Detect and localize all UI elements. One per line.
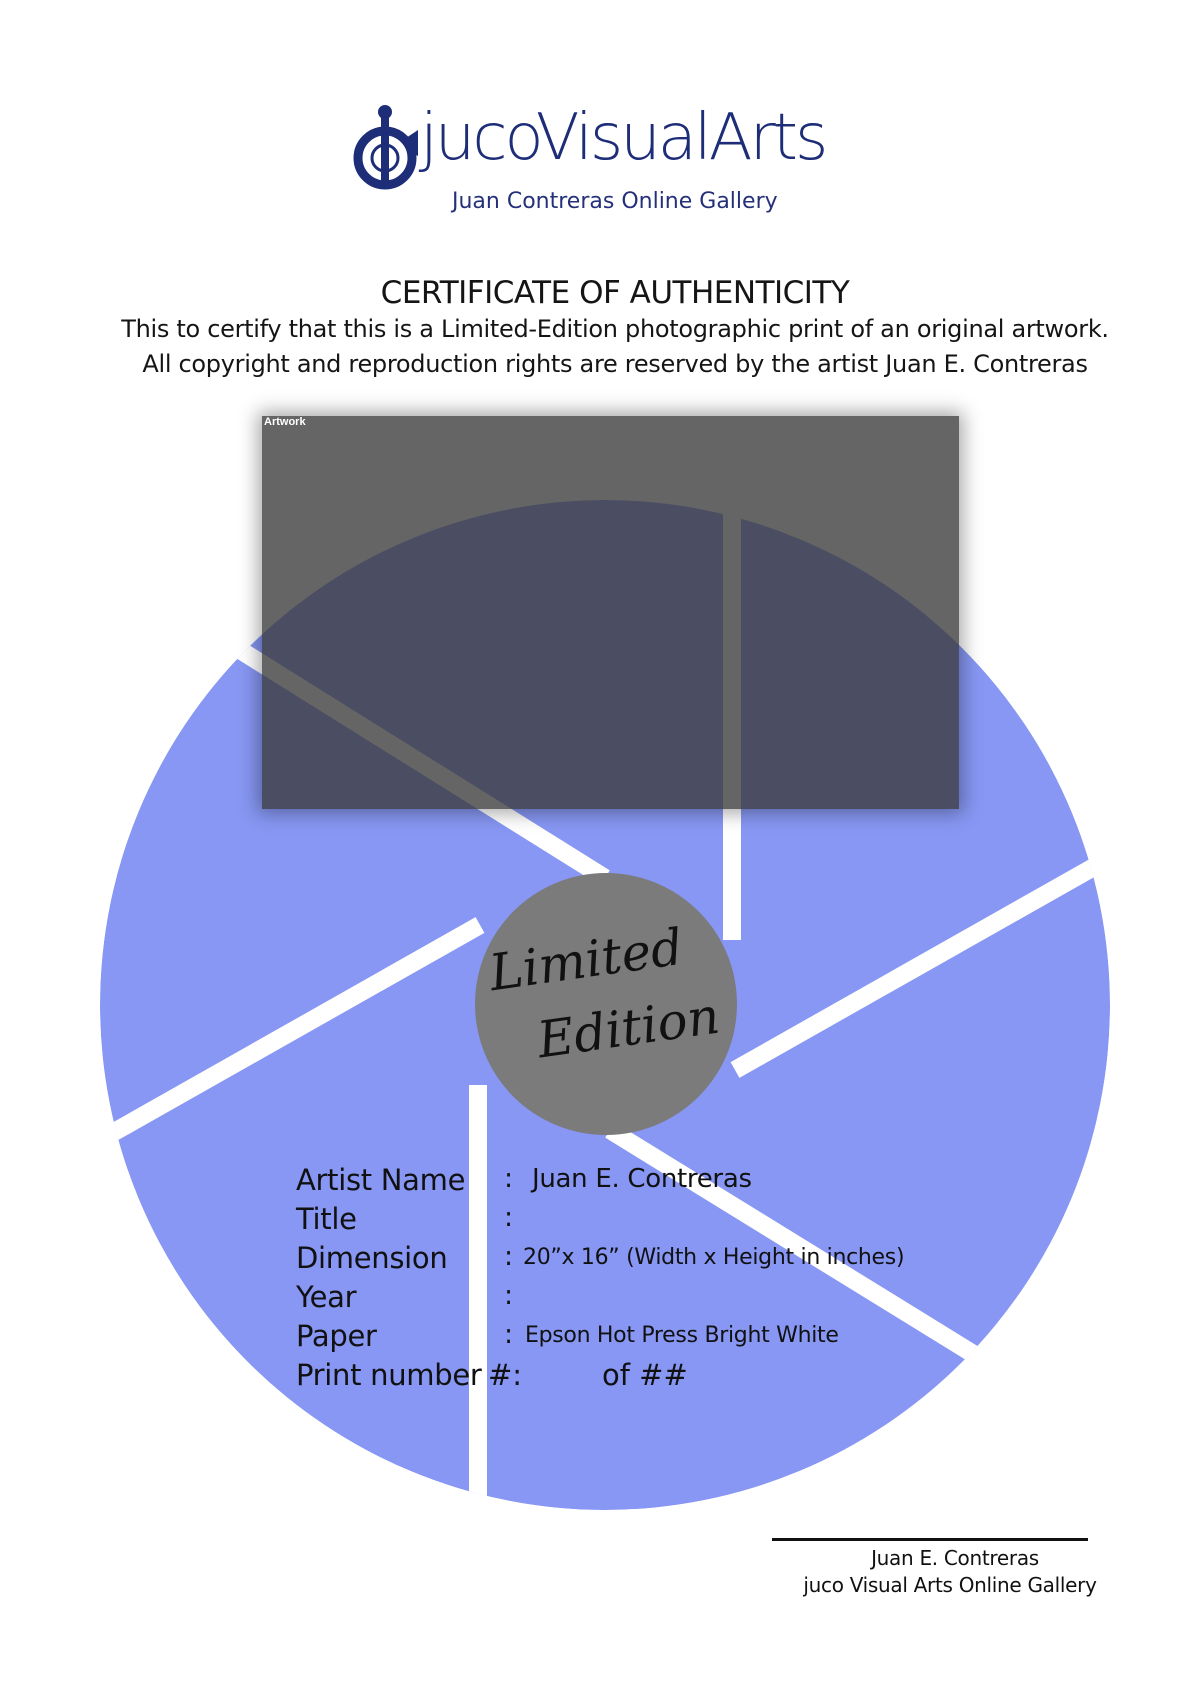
print-number-hash: #:	[488, 1358, 523, 1392]
camera-aperture-logo-icon	[350, 100, 420, 192]
dimension-label: Dimension	[296, 1241, 448, 1275]
seal-text-edition: Edition	[533, 986, 724, 1070]
artwork-placeholder	[262, 416, 959, 809]
print-number-of-total: of ##	[602, 1358, 688, 1392]
brand-tagline: Juan Contreras Online Gallery	[452, 189, 778, 214]
paper-value: Epson Hot Press Bright White	[525, 1323, 839, 1348]
artwork-label: Artwork	[264, 416, 306, 428]
brand-logo	[350, 100, 850, 220]
year-label: Year	[296, 1280, 357, 1314]
certificate-title: CERTIFICATE OF AUTHENTICITY	[380, 275, 850, 311]
signature-gallery: juco Visual Arts Online Gallery	[803, 1573, 1097, 1597]
print-number-label: Print number	[296, 1358, 482, 1392]
detail-colon: :	[504, 1319, 514, 1350]
signature-name: Juan E. Contreras	[871, 1546, 1039, 1570]
detail-row-print-number	[296, 1358, 996, 1396]
certificate-statement-line-2: All copyright and reproduction rights are reserved by the artist Juan E. Contreras	[142, 350, 1088, 378]
detail-colon: :	[504, 1163, 514, 1194]
detail-row-dimension	[296, 1241, 996, 1279]
detail-colon: :	[504, 1241, 514, 1272]
detail-row-paper	[296, 1319, 996, 1357]
paper-label: Paper	[296, 1319, 377, 1353]
detail-row-year	[296, 1280, 996, 1318]
detail-row-artist	[296, 1163, 996, 1201]
artist-name-label: Artist Name	[296, 1163, 466, 1197]
detail-colon: :	[504, 1280, 514, 1311]
certificate-statement-line-1: This to certify that this is a Limited-Edition photographic print of an original artwork.	[121, 315, 1109, 343]
signature-line	[772, 1538, 1088, 1541]
limited-edition-seal	[475, 873, 737, 1135]
seal-text-limited: Limited	[485, 917, 687, 1003]
brand-wordmark: jucoVisualArts	[420, 101, 826, 175]
dimension-value: 20”x 16” (Width x Height in inches)	[523, 1245, 905, 1270]
title-label: Title	[296, 1202, 357, 1236]
artist-name-value: Juan E. Contreras	[532, 1164, 752, 1194]
detail-colon: :	[504, 1202, 514, 1233]
detail-row-title	[296, 1202, 996, 1240]
